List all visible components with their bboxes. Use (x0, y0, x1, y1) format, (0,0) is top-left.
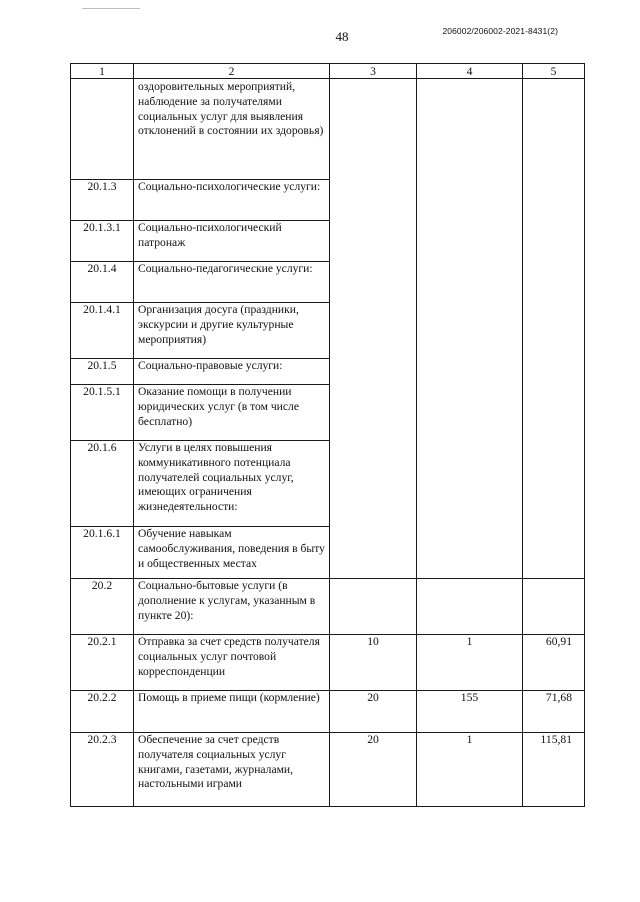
table-row (71, 733, 585, 807)
table-row (71, 79, 585, 180)
row-number: 20.1.5.1 (71, 385, 134, 441)
row-value-col4: 155 (417, 691, 523, 733)
row-number: 20.1.5 (71, 359, 134, 385)
row-service-name: Оказание помощи в получении юридических услуг (в том числе бесплатно) (134, 385, 330, 441)
row-number: 20.1.4.1 (71, 303, 134, 359)
row-number: 20.2.1 (71, 635, 134, 691)
row-number: 20.1.3 (71, 180, 134, 221)
row-value-col4 (417, 579, 523, 635)
row-number: 20.1.4 (71, 262, 134, 303)
page-number: 48 (335, 29, 349, 44)
row-service-name: Отправка за счет средств получателя социальных услуг почтовой корреспонденции (134, 635, 330, 691)
row-number: 20.2.3 (71, 733, 134, 807)
header-col-2: 2 (134, 64, 330, 79)
row-service-name: Услуги в целях повышения коммуникативного потенциала получателей социальных услуг, имеющих ограничения жизнедеятельности: (134, 441, 330, 527)
row-number (71, 79, 134, 180)
row-value-col5 (523, 579, 585, 635)
row-value-col5: 60,91 (523, 635, 585, 691)
row-service-name: Помощь в приеме пищи (кормление) (134, 691, 330, 733)
row-service-name: Социально-психологические услуги: (134, 180, 330, 221)
table-row (71, 691, 585, 733)
row-service-name: Социально-педагогические услуги: (134, 262, 330, 303)
merged-empty-cell-col5 (523, 79, 585, 579)
document-id: 206002/206002-2021-8431(2) (442, 26, 558, 36)
table-header-row (71, 64, 585, 79)
row-service-name: Социально-бытовые услуги (в дополнение к услугам, указанным в пункте 20): (134, 579, 330, 635)
row-service-name: оздоровительных мероприятий, наблюдение за получателями социальных услуг для выявления отклонений в состоянии их здоровья) (134, 79, 330, 180)
header-col-3: 3 (330, 64, 417, 79)
row-service-name: Социально-правовые услуги: (134, 359, 330, 385)
table-row (71, 635, 585, 691)
row-service-name: Организация досуга (праздники, экскурсии и другие культурные мероприятия) (134, 303, 330, 359)
services-table (70, 63, 585, 807)
row-number: 20.1.6 (71, 441, 134, 527)
row-value-col3: 20 (330, 691, 417, 733)
merged-empty-cell-col3 (330, 79, 417, 579)
row-number: 20.2 (71, 579, 134, 635)
row-value-col4: 1 (417, 733, 523, 807)
row-service-name: Обучение навыкам самообслуживания, поведения в быту и общественных местах (134, 527, 330, 579)
row-value-col3 (330, 579, 417, 635)
row-number: 20.1.3.1 (71, 221, 134, 262)
row-number: 20.2.2 (71, 691, 134, 733)
header-col-1: 1 (71, 64, 134, 79)
row-value-col5: 115,81 (523, 733, 585, 807)
header-col-5: 5 (523, 64, 585, 79)
header-col-4: 4 (417, 64, 523, 79)
row-number: 20.1.6.1 (71, 527, 134, 579)
row-value-col5: 71,68 (523, 691, 585, 733)
row-value-col3: 10 (330, 635, 417, 691)
row-service-name: Обеспечение за счет средств получателя социальных услуг книгами, газетами, журналами, настольными играми (134, 733, 330, 807)
row-value-col4: 1 (417, 635, 523, 691)
scan-artifact-line (82, 8, 140, 9)
merged-empty-cell-col4 (417, 79, 523, 579)
row-service-name: Социально-психологический патронаж (134, 221, 330, 262)
table-row (71, 579, 585, 635)
row-value-col3: 20 (330, 733, 417, 807)
